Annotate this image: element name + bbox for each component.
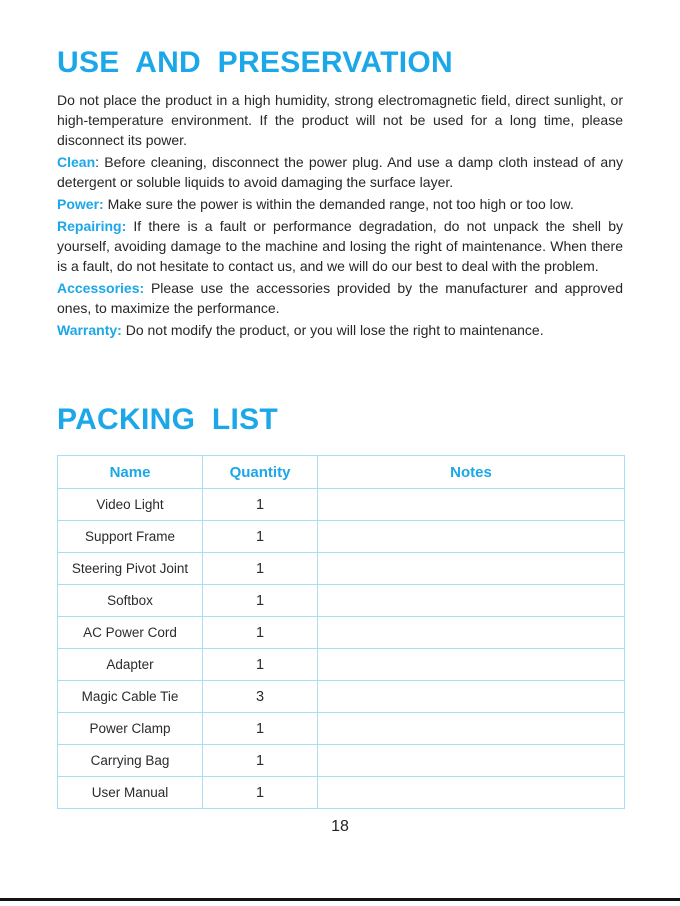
table-header-row xyxy=(58,456,625,489)
care-item-repairing-text: If there is a fault or performance degradation, do not unpack the shell by yourself, avoiding damage to the machine and losing the right of maintenance. When there is a fault, do not hesitate to contact us, and we will do our best to deal with the problem. xyxy=(57,218,623,274)
cell-quantity: 1 xyxy=(203,585,318,617)
cell-quantity: 1 xyxy=(203,777,318,809)
cell-name: Carrying Bag xyxy=(58,745,203,777)
table-row xyxy=(58,745,625,777)
table-row xyxy=(58,521,625,553)
care-item-accessories-text: Please use the accessories provided by the manufacturer and approved ones, to maximize the performance. xyxy=(57,280,623,316)
table-row xyxy=(58,585,625,617)
care-item-clean-label: Clean xyxy=(57,154,96,170)
cell-quantity: 1 xyxy=(203,713,318,745)
cell-name: Magic Cable Tie xyxy=(58,681,203,713)
cell-quantity: 1 xyxy=(203,649,318,681)
care-item-warranty-text: Do not modify the product, or you will lose the right to maintenance. xyxy=(121,322,544,338)
cell-notes xyxy=(318,681,625,713)
footer-divider xyxy=(0,898,680,901)
cell-name: Support Frame xyxy=(58,521,203,553)
cell-notes xyxy=(318,777,625,809)
cell-notes xyxy=(318,617,625,649)
care-item-clean-text: : Before cleaning, disconnect the power plug. And use a damp cloth instead of any detergent or soluble liquids to avoid damaging the surface layer. xyxy=(57,154,623,190)
care-item-power-label: Power: xyxy=(57,196,104,212)
cell-quantity: 1 xyxy=(203,745,318,777)
cell-notes xyxy=(318,521,625,553)
table-row xyxy=(58,649,625,681)
cell-notes xyxy=(318,649,625,681)
cell-notes xyxy=(318,745,625,777)
cell-quantity: 1 xyxy=(203,489,318,521)
care-item-power xyxy=(57,194,623,214)
cell-notes xyxy=(318,489,625,521)
cell-quantity: 1 xyxy=(203,553,318,585)
table-row xyxy=(58,553,625,585)
packing-list-table xyxy=(57,455,625,809)
cell-notes xyxy=(318,713,625,745)
intro-paragraph: Do not place the product in a high humidity, strong electromagnetic field, direct sunlight, or high-temperature environment. If the product will not be used for a long time, please disconnect its power. xyxy=(57,92,623,148)
section-title-use-and-preservation: USE AND PRESERVATION xyxy=(57,46,453,79)
cell-quantity: 1 xyxy=(203,521,318,553)
care-item-warranty xyxy=(57,320,623,340)
care-item-repairing xyxy=(57,216,623,276)
column-header-quantity: Quantity xyxy=(203,456,318,489)
cell-notes xyxy=(318,585,625,617)
care-item-accessories xyxy=(57,278,623,318)
table-row xyxy=(58,777,625,809)
column-header-name: Name xyxy=(58,456,203,489)
table-row xyxy=(58,681,625,713)
care-item-warranty-label: Warranty: xyxy=(57,322,122,338)
table-row xyxy=(58,713,625,745)
care-item-power-text: Make sure the power is within the demanded range, not too high or too low. xyxy=(103,196,574,212)
section-title-packing-list: PACKING LIST xyxy=(57,403,279,436)
cell-name: Adapter xyxy=(58,649,203,681)
cell-name: Steering Pivot Joint xyxy=(58,553,203,585)
cell-quantity: 3 xyxy=(203,681,318,713)
care-item-clean xyxy=(57,152,623,192)
cell-name: Softbox xyxy=(58,585,203,617)
page-number: 18 xyxy=(331,818,349,835)
cell-name: User Manual xyxy=(58,777,203,809)
cell-quantity: 1 xyxy=(203,617,318,649)
table-row xyxy=(58,489,625,521)
care-item-repairing-label: Repairing: xyxy=(57,218,127,234)
table-row xyxy=(58,617,625,649)
cell-name: Video Light xyxy=(58,489,203,521)
column-header-notes: Notes xyxy=(318,456,625,489)
cell-name: Power Clamp xyxy=(58,713,203,745)
care-item-accessories-label: Accessories: xyxy=(57,280,145,296)
cell-name: AC Power Cord xyxy=(58,617,203,649)
cell-notes xyxy=(318,553,625,585)
